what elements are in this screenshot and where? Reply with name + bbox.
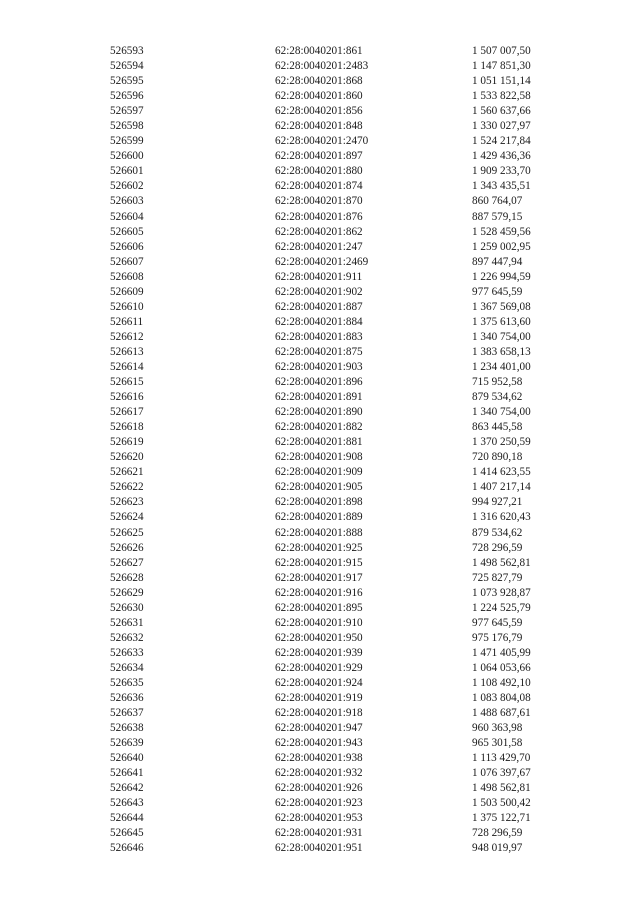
cadastral-number-cell: 62:28:0040201:929 — [275, 661, 363, 674]
cadastral-number-cell: 62:28:0040201:909 — [275, 466, 363, 479]
table-row — [0, 405, 640, 420]
row-number-cell: 526625 — [110, 526, 144, 539]
cadastral-value-cell: 879 534,62 — [472, 526, 523, 539]
cadastral-value-cell: 860 764,07 — [472, 195, 523, 208]
row-number-cell: 526633 — [110, 646, 144, 659]
table-row — [0, 44, 640, 59]
cadastral-number-cell: 62:28:0040201:896 — [275, 376, 363, 389]
row-number-cell: 526597 — [110, 105, 144, 118]
row-number-cell: 526619 — [110, 436, 144, 449]
table-row — [0, 601, 640, 616]
table-row — [0, 330, 640, 345]
table-row — [0, 210, 640, 225]
table-row — [0, 556, 640, 571]
cadastral-value-cell: 1 414 623,55 — [472, 466, 531, 479]
cadastral-value-cell: 728 296,59 — [472, 827, 523, 840]
cadastral-value-cell: 1 226 994,59 — [472, 270, 531, 283]
cadastral-value-cell: 1 367 569,08 — [472, 300, 531, 313]
table-row — [0, 736, 640, 751]
cadastral-value-cell: 960 363,98 — [472, 722, 523, 735]
table-row — [0, 510, 640, 525]
cadastral-number-cell: 62:28:0040201:898 — [275, 496, 363, 509]
cadastral-number-cell: 62:28:0040201:938 — [275, 752, 363, 765]
cadastral-value-cell: 1 113 429,70 — [472, 752, 531, 765]
table-row — [0, 646, 640, 661]
table-row — [0, 240, 640, 255]
cadastral-number-cell: 62:28:0040201:911 — [275, 270, 363, 283]
row-number-cell: 526611 — [110, 315, 144, 328]
table-row — [0, 300, 640, 315]
row-number-cell: 526629 — [110, 586, 144, 599]
cadastral-number-cell: 62:28:0040201:953 — [275, 812, 363, 825]
table-row — [0, 420, 640, 435]
cadastral-value-cell: 948 019,97 — [472, 842, 523, 855]
table-row — [0, 631, 640, 646]
cadastral-number-cell: 62:28:0040201:917 — [275, 571, 363, 584]
cadastral-number-cell: 62:28:0040201:925 — [275, 541, 363, 554]
cadastral-value-cell: 1 076 397,67 — [472, 767, 531, 780]
row-number-cell: 526605 — [110, 225, 144, 238]
cadastral-value-cell: 1 503 500,42 — [472, 797, 531, 810]
row-number-cell: 526618 — [110, 421, 144, 434]
row-number-cell: 526612 — [110, 330, 144, 343]
cadastral-number-cell: 62:28:0040201:882 — [275, 421, 363, 434]
row-number-cell: 526603 — [110, 195, 144, 208]
cadastral-number-cell: 62:28:0040201:888 — [275, 526, 363, 539]
cadastral-value-cell: 1 407 217,14 — [472, 481, 531, 494]
row-number-cell: 526616 — [110, 391, 144, 404]
row-number-cell: 526628 — [110, 571, 144, 584]
row-number-cell: 526606 — [110, 240, 144, 253]
cadastral-number-cell: 62:28:0040201:923 — [275, 797, 363, 810]
cadastral-value-cell: 720 890,18 — [472, 451, 523, 464]
row-number-cell: 526641 — [110, 767, 144, 780]
table-row — [0, 74, 640, 89]
row-number-cell: 526598 — [110, 120, 144, 133]
table-row — [0, 571, 640, 586]
cadastral-value-cell: 1 560 637,66 — [472, 105, 531, 118]
row-number-cell: 526602 — [110, 180, 144, 193]
row-number-cell: 526610 — [110, 300, 144, 313]
cadastral-number-cell: 62:28:0040201:870 — [275, 195, 363, 208]
row-number-cell: 526615 — [110, 376, 144, 389]
cadastral-value-cell: 1 498 562,81 — [472, 782, 531, 795]
cadastral-number-cell: 62:28:0040201:895 — [275, 601, 363, 614]
table-row — [0, 841, 640, 856]
row-number-cell: 526599 — [110, 135, 144, 148]
row-number-cell: 526607 — [110, 255, 144, 268]
table-row — [0, 526, 640, 541]
row-number-cell: 526643 — [110, 797, 144, 810]
cadastral-value-cell: 1 533 822,58 — [472, 90, 531, 103]
table-row — [0, 676, 640, 691]
row-number-cell: 526596 — [110, 90, 144, 103]
row-number-cell: 526620 — [110, 451, 144, 464]
cadastral-number-cell: 62:28:0040201:881 — [275, 436, 363, 449]
cadastral-number-cell: 62:28:0040201:947 — [275, 722, 363, 735]
cadastral-value-cell: 1 383 658,13 — [472, 345, 531, 358]
table-row — [0, 826, 640, 841]
cadastral-number-cell: 62:28:0040201:908 — [275, 451, 363, 464]
cadastral-value-cell: 1 375 613,60 — [472, 315, 531, 328]
row-number-cell: 526632 — [110, 631, 144, 644]
cadastral-value-cell: 977 645,59 — [472, 616, 523, 629]
table-row — [0, 796, 640, 811]
cadastral-value-cell: 863 445,58 — [472, 421, 523, 434]
cadastral-number-cell: 62:28:0040201:890 — [275, 406, 363, 419]
cadastral-value-cell: 1 051 151,14 — [472, 75, 531, 88]
row-number-cell: 526645 — [110, 827, 144, 840]
cadastral-value-cell: 1 259 002,95 — [472, 240, 531, 253]
row-number-cell: 526601 — [110, 165, 144, 178]
cadastral-value-cell: 1 340 754,00 — [472, 330, 531, 343]
table-row — [0, 586, 640, 601]
cadastral-number-cell: 62:28:0040201:848 — [275, 120, 363, 133]
table-row — [0, 541, 640, 556]
table-row — [0, 134, 640, 149]
row-number-cell: 526639 — [110, 737, 144, 750]
cadastral-value-cell: 1 471 405,99 — [472, 646, 531, 659]
table-row — [0, 59, 640, 74]
cadastral-number-cell: 62:28:0040201:903 — [275, 360, 363, 373]
cadastral-number-cell: 62:28:0040201:950 — [275, 631, 363, 644]
row-number-cell: 526595 — [110, 75, 144, 88]
cadastral-value-cell: 897 447,94 — [472, 255, 523, 268]
cadastral-number-cell: 62:28:0040201:916 — [275, 586, 363, 599]
row-number-cell: 526621 — [110, 466, 144, 479]
row-number-cell: 526600 — [110, 150, 144, 163]
cadastral-value-cell: 1 234 401,00 — [472, 360, 531, 373]
row-number-cell: 526608 — [110, 270, 144, 283]
cadastral-number-cell: 62:28:0040201:884 — [275, 315, 363, 328]
row-number-cell: 526636 — [110, 692, 144, 705]
table-row — [0, 89, 640, 104]
cadastral-value-cell: 1 429 436,36 — [472, 150, 531, 163]
cadastral-value-cell: 965 301,58 — [472, 737, 523, 750]
row-number-cell: 526646 — [110, 842, 144, 855]
row-number-cell: 526609 — [110, 285, 144, 298]
cadastral-number-cell: 62:28:0040201:874 — [275, 180, 363, 193]
cadastral-value-cell: 887 579,15 — [472, 210, 523, 223]
cadastral-number-cell: 62:28:0040201:951 — [275, 842, 363, 855]
cadastral-number-cell: 62:28:0040201:939 — [275, 646, 363, 659]
table-row — [0, 465, 640, 480]
table-row — [0, 149, 640, 164]
row-number-cell: 526635 — [110, 676, 144, 689]
cadastral-number-cell: 62:28:0040201:924 — [275, 676, 363, 689]
cadastral-number-cell: 62:28:0040201:883 — [275, 330, 363, 343]
cadastral-value-cell: 715 952,58 — [472, 376, 523, 389]
cadastral-value-cell: 728 296,59 — [472, 541, 523, 554]
cadastral-value-table — [0, 44, 640, 857]
cadastral-number-cell: 62:28:0040201:875 — [275, 345, 363, 358]
cadastral-number-cell: 62:28:0040201:891 — [275, 391, 363, 404]
cadastral-value-cell: 1 507 007,50 — [472, 45, 531, 57]
cadastral-value-cell: 1 147 851,30 — [472, 60, 531, 73]
cadastral-number-cell: 62:28:0040201:880 — [275, 165, 363, 178]
cadastral-value-cell: 1 330 027,97 — [472, 120, 531, 133]
table-row — [0, 390, 640, 405]
row-number-cell: 526630 — [110, 601, 144, 614]
cadastral-value-cell: 1 224 525,79 — [472, 601, 531, 614]
cadastral-number-cell: 62:28:0040201:2470 — [275, 135, 369, 148]
row-number-cell: 526644 — [110, 812, 144, 825]
table-row — [0, 661, 640, 676]
table-row — [0, 766, 640, 781]
table-row — [0, 751, 640, 766]
cadastral-value-cell: 1 370 250,59 — [472, 436, 531, 449]
cadastral-number-cell: 62:28:0040201:931 — [275, 827, 363, 840]
cadastral-value-cell: 1 340 754,00 — [472, 406, 531, 419]
table-row — [0, 435, 640, 450]
table-row — [0, 119, 640, 134]
row-number-cell: 526626 — [110, 541, 144, 554]
cadastral-value-cell: 1 498 562,81 — [472, 556, 531, 569]
cadastral-number-cell: 62:28:0040201:918 — [275, 707, 363, 720]
row-number-cell: 526631 — [110, 616, 144, 629]
cadastral-number-cell: 62:28:0040201:247 — [275, 240, 363, 253]
cadastral-number-cell: 62:28:0040201:856 — [275, 105, 363, 118]
row-number-cell: 526623 — [110, 496, 144, 509]
row-number-cell: 526617 — [110, 406, 144, 419]
row-number-cell: 526593 — [110, 45, 144, 57]
row-number-cell: 526624 — [110, 511, 144, 524]
cadastral-number-cell: 62:28:0040201:919 — [275, 692, 363, 705]
cadastral-number-cell: 62:28:0040201:889 — [275, 511, 363, 524]
cadastral-number-cell: 62:28:0040201:2483 — [275, 60, 369, 73]
row-number-cell: 526640 — [110, 752, 144, 765]
table-row — [0, 164, 640, 179]
cadastral-value-cell: 1 909 233,70 — [472, 165, 531, 178]
cadastral-number-cell: 62:28:0040201:910 — [275, 616, 363, 629]
table-row — [0, 270, 640, 285]
cadastral-number-cell: 62:28:0040201:868 — [275, 75, 363, 88]
row-number-cell: 526613 — [110, 345, 144, 358]
cadastral-value-cell: 1 488 687,61 — [472, 707, 531, 720]
cadastral-number-cell: 62:28:0040201:861 — [275, 45, 363, 57]
table-row — [0, 179, 640, 194]
table-row — [0, 616, 640, 631]
cadastral-value-cell: 1 528 459,56 — [472, 225, 531, 238]
row-number-cell: 526594 — [110, 60, 144, 73]
cadastral-number-cell: 62:28:0040201:932 — [275, 767, 363, 780]
table-row — [0, 495, 640, 510]
row-number-cell: 526638 — [110, 722, 144, 735]
cadastral-number-cell: 62:28:0040201:905 — [275, 481, 363, 494]
table-row — [0, 194, 640, 209]
cadastral-value-cell: 994 927,21 — [472, 496, 523, 509]
cadastral-number-cell: 62:28:0040201:862 — [275, 225, 363, 238]
cadastral-value-cell: 1 316 620,43 — [472, 511, 531, 524]
table-row — [0, 345, 640, 360]
cadastral-value-cell: 725 827,79 — [472, 571, 523, 584]
cadastral-value-cell: 1 073 928,87 — [472, 586, 531, 599]
table-row — [0, 450, 640, 465]
row-number-cell: 526634 — [110, 661, 144, 674]
cadastral-number-cell: 62:28:0040201:897 — [275, 150, 363, 163]
cadastral-value-cell: 1 083 804,08 — [472, 692, 531, 705]
cadastral-number-cell: 62:28:0040201:902 — [275, 285, 363, 298]
cadastral-number-cell: 62:28:0040201:860 — [275, 90, 363, 103]
table-row — [0, 255, 640, 270]
table-row — [0, 360, 640, 375]
cadastral-value-cell: 977 645,59 — [472, 285, 523, 298]
cadastral-number-cell: 62:28:0040201:876 — [275, 210, 363, 223]
cadastral-value-cell: 975 176,79 — [472, 631, 523, 644]
cadastral-value-cell: 879 534,62 — [472, 391, 523, 404]
cadastral-number-cell: 62:28:0040201:887 — [275, 300, 363, 313]
cadastral-number-cell: 62:28:0040201:915 — [275, 556, 363, 569]
row-number-cell: 526622 — [110, 481, 144, 494]
cadastral-number-cell: 62:28:0040201:926 — [275, 782, 363, 795]
table-row — [0, 781, 640, 796]
row-number-cell: 526637 — [110, 707, 144, 720]
row-number-cell: 526604 — [110, 210, 144, 223]
table-row — [0, 285, 640, 300]
cadastral-value-cell: 1 343 435,51 — [472, 180, 531, 193]
table-row — [0, 811, 640, 826]
cadastral-value-cell: 1 375 122,71 — [472, 812, 531, 825]
cadastral-value-cell: 1 064 053,66 — [472, 661, 531, 674]
row-number-cell: 526614 — [110, 360, 144, 373]
cadastral-number-cell: 62:28:0040201:943 — [275, 737, 363, 750]
table-row — [0, 706, 640, 721]
cadastral-value-cell: 1 524 217,84 — [472, 135, 531, 148]
cadastral-number-cell: 62:28:0040201:2469 — [275, 255, 369, 268]
table-row — [0, 375, 640, 390]
table-row — [0, 691, 640, 706]
table-row — [0, 104, 640, 119]
table-row — [0, 315, 640, 330]
table-row — [0, 480, 640, 495]
table-row — [0, 721, 640, 736]
row-number-cell: 526642 — [110, 782, 144, 795]
cadastral-value-cell: 1 108 492,10 — [472, 676, 531, 689]
table-row — [0, 225, 640, 240]
row-number-cell: 526627 — [110, 556, 144, 569]
